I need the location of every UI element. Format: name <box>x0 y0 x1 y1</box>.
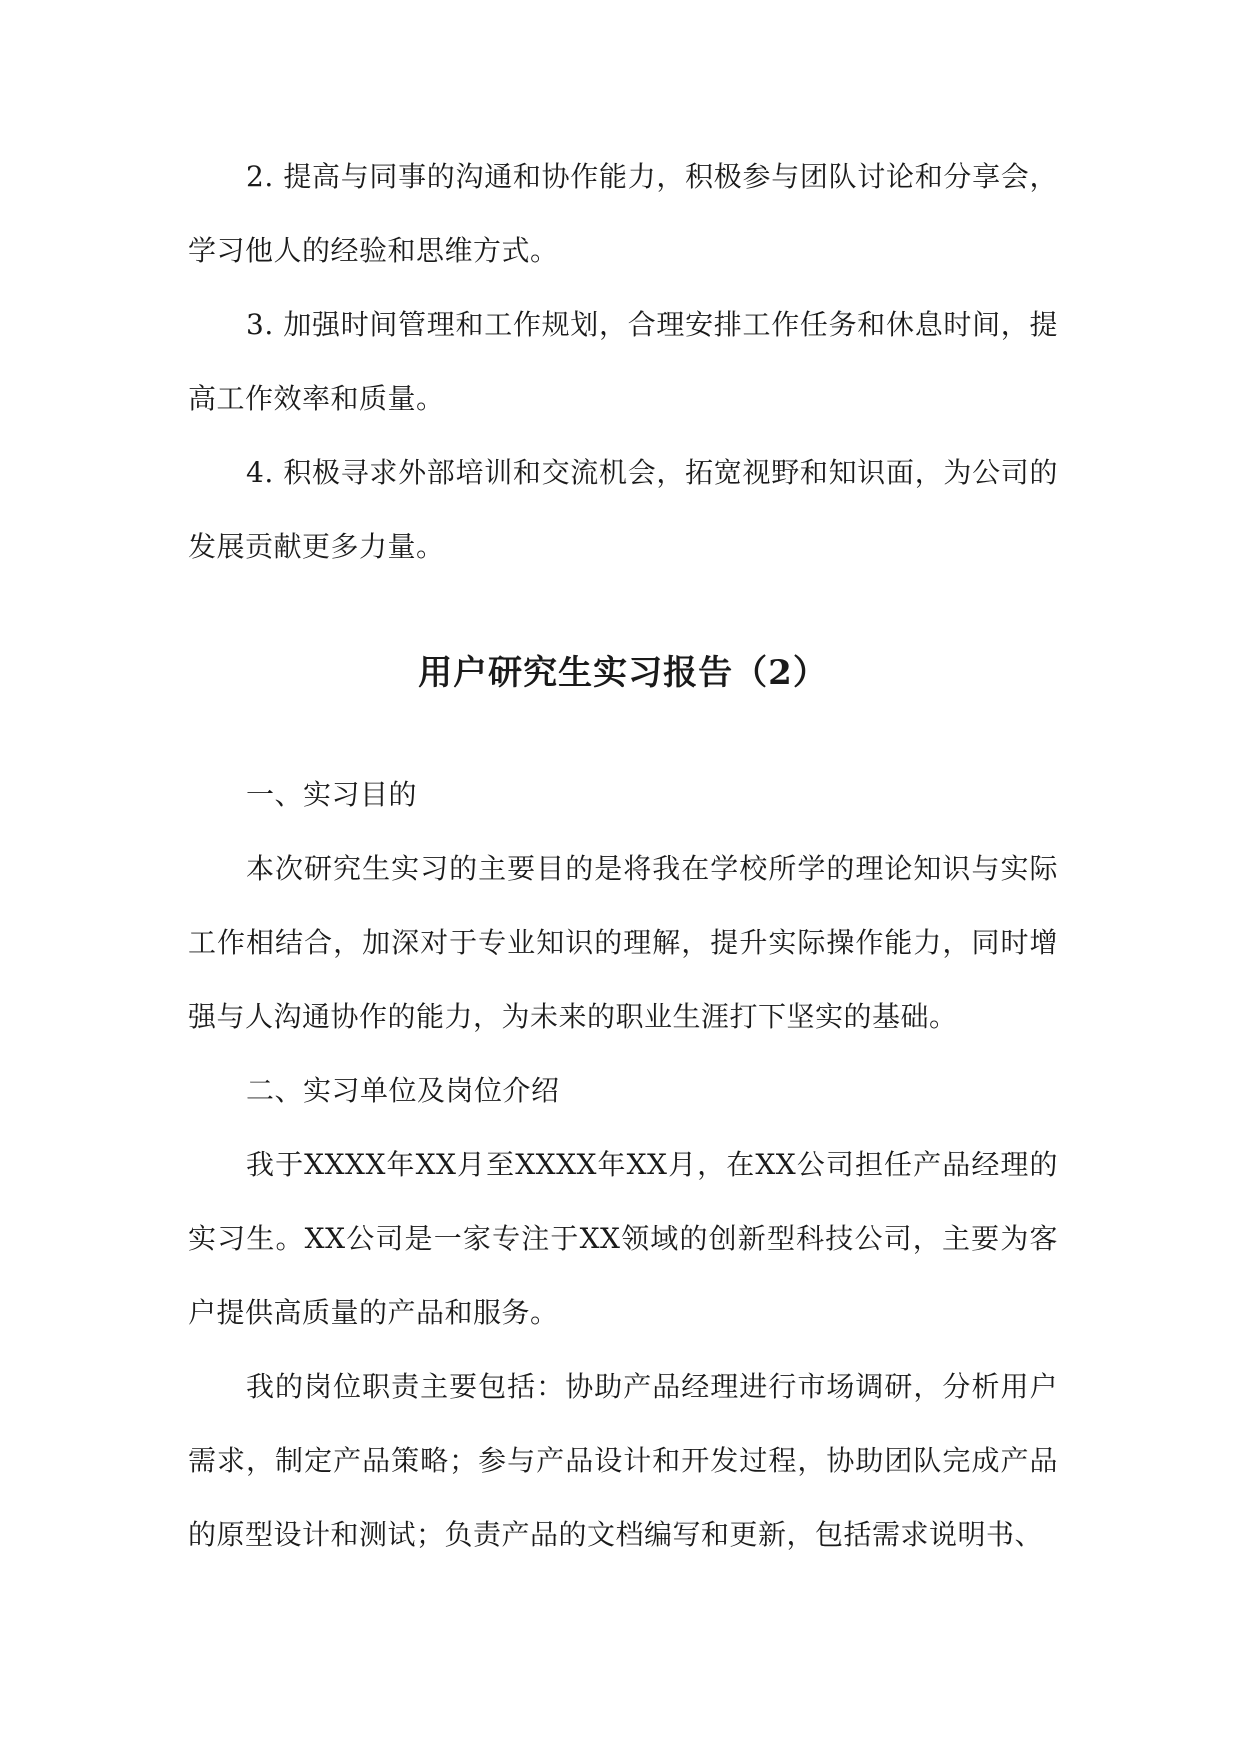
section-heading-unit: 二、实习单位及岗位介绍 <box>246 1074 560 1107</box>
list-item-4: 4. 积极寻求外部培训和交流机会，拓宽视野和知识面，为公司的发展贡献更多力量。 <box>188 456 1058 563</box>
paragraph-purpose: 本次研究生实习的主要目的是将我在学校所学的理论知识与实际工作相结合，加深对于专业知识的理解，提升实际操作能力，同时增强与人沟通协作的能力，为未来的职业生涯打下坚实的基础。 <box>188 852 1058 1033</box>
report-title: 用户研究生实习报告（2） <box>418 653 828 693</box>
section-heading-purpose: 一、实习目的 <box>246 778 418 811</box>
paragraph-duties: 我的岗位职责主要包括：协助产品经理进行市场调研，分析用户需求，制定产品策略；参与产品设计和开发过程，协助团队完成产品的原型设计和测试；负责产品的文档编写和更新，包括需求说明书、 <box>188 1370 1058 1551</box>
document-content <box>188 140 1058 1572</box>
list-item-2: 2. 提高与同事的沟通和协作能力，积极参与团队讨论和分享会，学习他人的经验和思维方式。 <box>188 160 1058 267</box>
list-item-3: 3. 加强时间管理和工作规划，合理安排工作任务和休息时间，提高工作效率和质量。 <box>188 308 1058 415</box>
paragraph-unit: 我于XXXX年XX月至XXXX年XX月，在XX公司担任产品经理的实习生。XX公司是一家专注于XX领域的创新型科技公司，主要为客户提供高质量的产品和服务。 <box>188 1148 1058 1329</box>
